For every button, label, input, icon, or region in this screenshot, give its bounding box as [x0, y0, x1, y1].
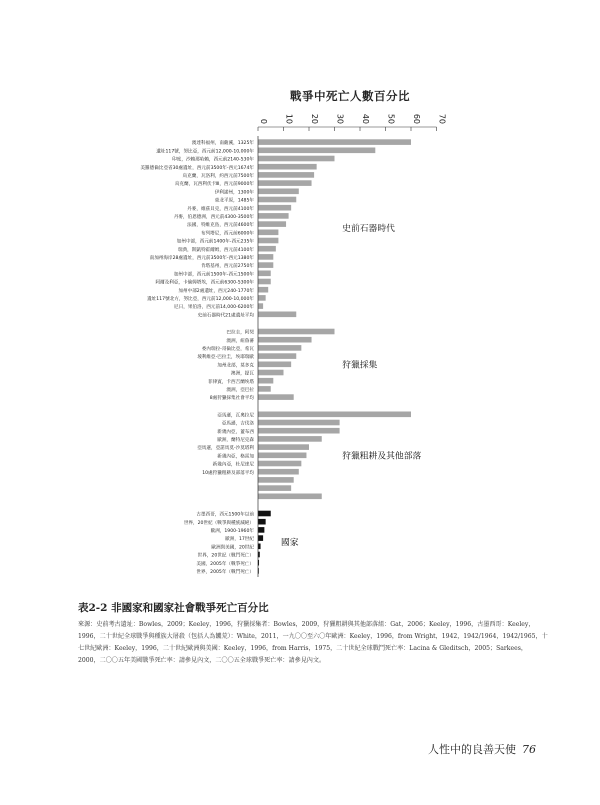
bar-31	[258, 412, 411, 418]
bar-12	[258, 238, 278, 244]
bar-39	[258, 477, 294, 483]
bar-label-7: 東北平原，1485年	[214, 198, 254, 204]
bar-3	[258, 164, 317, 170]
bar-label-29: 澳洲，亞巴拉	[226, 388, 254, 393]
bar-28	[258, 378, 273, 384]
bar-label-12: 加州中部，西元前1400年-西元235年	[176, 239, 254, 245]
bar-label-26: 加州北部，莫多克	[217, 363, 254, 369]
bar-33	[258, 428, 340, 434]
bar-label-6: 伊利諾州，1300年	[214, 190, 254, 196]
bar-label-48: 美國，2005年（戰爭死亡）	[196, 561, 254, 567]
bar-label-10: 法國，特維克島，西元前4600年	[187, 223, 254, 229]
bar-label-24: 委內瑞拉-哥倫比亞，希瓦	[201, 347, 254, 352]
bar-label-15: 肯塔基州，西元前2750年	[200, 264, 254, 270]
x-tick-label-4: 40	[361, 113, 370, 124]
bar-35	[258, 444, 309, 450]
chart-title: 戰爭中死亡人數百分比	[290, 89, 410, 103]
bar-label-23: 澳洲，紐魯蕃	[226, 338, 254, 344]
bar-7	[258, 197, 296, 203]
x-tick-label-6: 60	[412, 113, 421, 124]
bar-label-2: 印度，沙賴那哈賴，西元前2140-530年	[172, 157, 254, 163]
bar-20	[258, 303, 263, 309]
page-footer	[428, 741, 536, 757]
bar-14	[258, 254, 273, 260]
bar-label-28: 菲律賓，卡西吉蘭埃塔	[208, 379, 254, 385]
bar-27	[258, 370, 284, 376]
caption-source: 來源：史前考古遺址：Bowles，2009；Keeley，1996，狩獵採集者：Bowles，2009，狩獵粗耕與其他部落組：Gat，2006；Keeley，1996，古墨西哥：Keeley，1996，二十世紀全球戰爭與種族大屠殺（包括人為饑荒）：White，2011，一九〇〇至六〇年歐洲：Keeley，1996，from Wright，1942，1942/1964，1942/1965，十七世紀歐洲：Keeley，1996，二十世紀歐洲與美國：Keeley，1996，from Harris，1975，二十世紀全球戰鬥死亡率：Lacina & Gleditsch，2005；Sarkees，2000，二〇〇五年美國戰爭死亡率：請參見內文，二〇〇五全球戰爭死亡率：請參見內文。	[78, 621, 548, 664]
bar-2	[258, 156, 335, 162]
bar-label-34: 歐洲，蘭特尼克森	[217, 438, 254, 443]
bar-5	[258, 180, 312, 186]
bar-11	[258, 230, 278, 236]
bar-9	[258, 213, 289, 219]
table-caption	[78, 600, 548, 667]
x-tick-label-5: 50	[386, 113, 396, 124]
bar-24	[258, 345, 301, 351]
bar-23	[258, 337, 312, 343]
bar-6	[258, 189, 299, 195]
bar-4	[258, 172, 314, 178]
group-label-3: 國家	[280, 538, 299, 549]
bar-label-11: 布列塔尼，西元前6000年	[200, 231, 254, 237]
bar-18	[258, 287, 268, 293]
bar-1	[258, 148, 375, 154]
bar-label-4: 烏克蘭，瓦洛利，約西元前7500年	[182, 174, 254, 179]
bar-label-37: 新幾內亞，杜尼達尼	[212, 462, 254, 468]
bar-37	[258, 461, 301, 467]
bar-43	[258, 519, 266, 525]
bar-label-8: 丹麥，維茲貝克，西元前4100年	[187, 206, 254, 212]
bar-40	[258, 485, 291, 491]
bar-21	[258, 312, 296, 318]
bar-45	[258, 535, 263, 541]
bar-38	[258, 469, 299, 475]
bar-26	[258, 362, 291, 368]
group-label-1: 狩獵採集	[342, 360, 378, 371]
bar-label-19: 遺址117號北方，努比亞，西元前12,000-10,000年	[147, 297, 254, 302]
bar-label-20: 尼日，果伯洛，西元前14,000-6200年	[174, 305, 254, 311]
bar-label-0: 澳達科福州，南薩溪，1325年	[191, 141, 254, 147]
bar-29	[258, 386, 271, 392]
bar-label-16: 加州中部，西元前1500年-西元1500年	[173, 272, 254, 278]
x-tick-label-3: 30	[335, 113, 345, 124]
bar-label-47: 世界，20世紀（戰鬥死亡）	[197, 553, 254, 559]
bar-30	[258, 394, 294, 400]
bar-label-13: 瑞典，斯凱特霍爾姆，西元前4100年	[177, 247, 254, 253]
bar-label-14: 南加州海岸28處遺址，西元前3500年-西元1380年	[149, 256, 254, 261]
x-tick-label-0: 0	[259, 118, 268, 124]
bar-25	[258, 353, 296, 359]
bar-label-46: 歐洲與美國，20世紀	[211, 545, 254, 551]
bar-19	[258, 295, 266, 301]
bar-17	[258, 279, 271, 285]
bar-42	[258, 511, 271, 517]
book-title: 人性中的良善天使	[428, 743, 516, 756]
x-tick-label-2: 20	[310, 113, 319, 124]
bar-41	[258, 494, 322, 500]
bar-13	[258, 246, 276, 252]
bar-label-36: 新幾內亞，格雷加	[217, 454, 254, 460]
bar-label-25: 坡利維亞-巴拉圭，埃耶瑞歐	[197, 355, 254, 361]
bar-label-21: 史前石器時代21處遺址平均	[197, 313, 254, 319]
bar-16	[258, 271, 271, 277]
x-tick-label-1: 10	[284, 113, 294, 124]
bar-0	[258, 139, 411, 145]
bar-34	[258, 436, 322, 442]
bar-22	[258, 329, 335, 335]
bar-8	[258, 205, 291, 211]
bar-label-31: 亞馬遜，瓦奧拉尼	[217, 413, 254, 419]
group-label-0: 史前石器時代	[342, 224, 395, 235]
bar-44	[258, 527, 264, 533]
bar-label-33: 新幾內亞，蓋布西	[217, 429, 254, 435]
bar-label-44: 歐洲，1900-1960年	[210, 529, 254, 534]
bar-32	[258, 420, 340, 426]
bar-label-3: 美羅德倫比亞省30處遺址，西元前3500年-西元1674年	[140, 165, 254, 171]
bar-label-45: 歐洲，17世紀	[225, 537, 254, 543]
bar-label-18: 加州中部2處遺址，西元240-1770年	[178, 288, 254, 294]
bar-label-27: 澳洲，提瓦	[231, 371, 254, 377]
bar-label-49: 世界，2005年（戰鬥死亡）	[196, 570, 254, 575]
bar-15	[258, 262, 273, 268]
bar-label-42: 古墨西哥，西元1500年以前	[196, 512, 254, 518]
bar-label-43: 世界，20世紀（戰爭與種族滅絕）	[183, 520, 254, 526]
caption-title: 表2-2 非國家和國家社會戰爭死亡百分比	[78, 602, 269, 614]
bar-label-22: 巴拉圭，阿契	[226, 330, 254, 336]
x-tick-label-7: 70	[437, 113, 447, 124]
bar-46	[258, 544, 261, 550]
group-label-2: 狩獵粗耕及其他部落	[342, 451, 422, 462]
bar-10	[258, 221, 286, 227]
bar-label-5: 烏克蘭，瓦西利伏卡Ⅲ，西元前9000年	[174, 182, 254, 188]
bar-label-17: 阿爾及利亞，卡倫姆塔埃，西元前6300-5300年	[155, 280, 254, 286]
bar-label-38: 10處狩獵粗耕及部落平均	[202, 470, 254, 476]
bar-label-9: 丹麥，伯恩德洲，西元前4300-3500年	[173, 215, 254, 220]
bar-label-30: 8處狩獵採集社會平均	[209, 396, 254, 402]
bar-label-32: 亞馬遜，吉伐洛	[221, 421, 254, 427]
page-number: 76	[522, 743, 536, 756]
bar-label-35: 亞馬遜，亞諾馬莫-沙莫塔利	[197, 446, 254, 452]
bar-36	[258, 453, 306, 459]
bar-label-1: 遺址117號，努比亞，西元前12,000-10,000年	[156, 149, 254, 155]
